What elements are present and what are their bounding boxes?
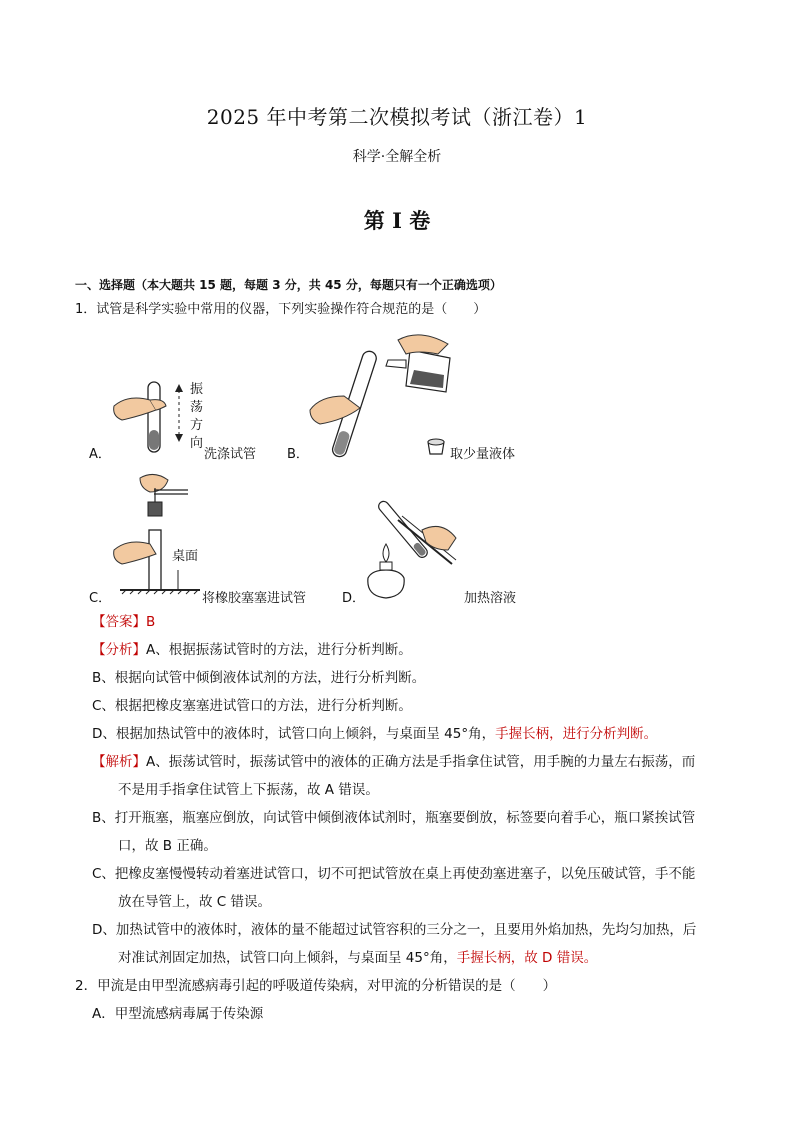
option-d-caption: 加热溶液 (464, 591, 517, 606)
analysis-line-b: B、根据向试管中倾倒液体试剂的方法，进行分析判断。 (92, 670, 426, 686)
explain-line-c2: 放在导管上，故 C 错误。 (118, 894, 272, 910)
page-title: 2025 年中考第二次模拟考试（浙江卷）1 (206, 105, 588, 129)
figure-d-illustration (360, 500, 470, 600)
option-a-caption: 洗涤试管 (204, 447, 257, 462)
option-d-letter: D． (342, 591, 366, 606)
explain-line-a1: 【解析】A、振荡试管时，振荡试管中的液体的正确方法是手指拿住试管，用手腕的力量左右振荡，而 (92, 754, 696, 770)
question-2-stem: 2．甲流是由甲型流感病毒引起的呼吸道传染病，对甲流的分析错误的是（ ） (75, 978, 557, 994)
explain-line-b1: B、打开瓶塞，瓶塞应倒放，向试管中倾倒液体试剂时，瓶塞要倒放，标签要向着手心，瓶口紧挨试管 (92, 810, 696, 826)
table-label: 桌面 (172, 549, 199, 564)
figure-c-illustration (110, 470, 200, 595)
explain-heading: 【解析】 (92, 754, 146, 770)
option-b-letter: B． (287, 447, 309, 462)
question-1-stem: 1．试管是科学实验中常用的仪器，下列实验操作符合规范的是（ ） (75, 302, 487, 317)
section-heading: 一、选择题（本大题共 15 题，每题 3 分，共 45 分，每题只有一个正确选项） (75, 278, 502, 292)
analysis-line-a: 【分析】A、根据振荡试管时的方法，进行分析判断。 (92, 642, 412, 658)
analysis-line-d: D、根据加热试管中的液体时，试管口向上倾斜，与桌面呈 45°角，手握长柄，进行分析判断。 (92, 726, 658, 742)
shake-label-2: 荡 (190, 400, 204, 415)
shake-label-3: 方 (190, 418, 204, 433)
shake-arrow-icon (172, 384, 186, 442)
question-2-option-a: A．甲型流感病毒属于传染源 (92, 1006, 264, 1022)
analysis-line-c: C、根据把橡皮塞塞进试管口的方法，进行分析判断。 (92, 698, 412, 714)
explain-line-a2: 不是用手指拿住试管上下振荡，故 A 错误。 (118, 782, 379, 798)
option-c-letter: C． (89, 591, 112, 606)
answer-line: 【答案】B (92, 614, 156, 630)
figure-b-illustration (310, 330, 460, 460)
explain-line-d1: D、加热试管中的液体时，液体的量不能超过试管容积的三分之一，且要用外焰加热，先均匀加热，后 (92, 922, 697, 938)
explain-line-d2: 对准试剂固定加热，试管口向上倾斜，与桌面呈 45°角，手握长柄，故 D 错误。 (118, 950, 598, 966)
explain-line-b2: 口，故 B 正确。 (118, 838, 217, 854)
option-c-caption: 将橡胶塞塞进试管 (202, 591, 307, 606)
figure-a-illustration (110, 380, 200, 460)
volume-heading: 第 I 卷 (363, 208, 431, 233)
option-a-letter: A． (89, 447, 111, 462)
shake-label-4: 向 (190, 436, 204, 451)
option-b-caption: 取少量液体 (450, 447, 516, 462)
shake-label-1: 振 (190, 382, 204, 397)
explain-line-c1: C、把橡皮塞慢慢转动着塞进试管口，切不可把试管放在桌上再使劲塞进塞子，以免压破试管，手不能 (92, 866, 696, 882)
page-subtitle: 科学·全解全析 (352, 149, 442, 165)
analysis-heading: 【分析】 (92, 642, 146, 658)
